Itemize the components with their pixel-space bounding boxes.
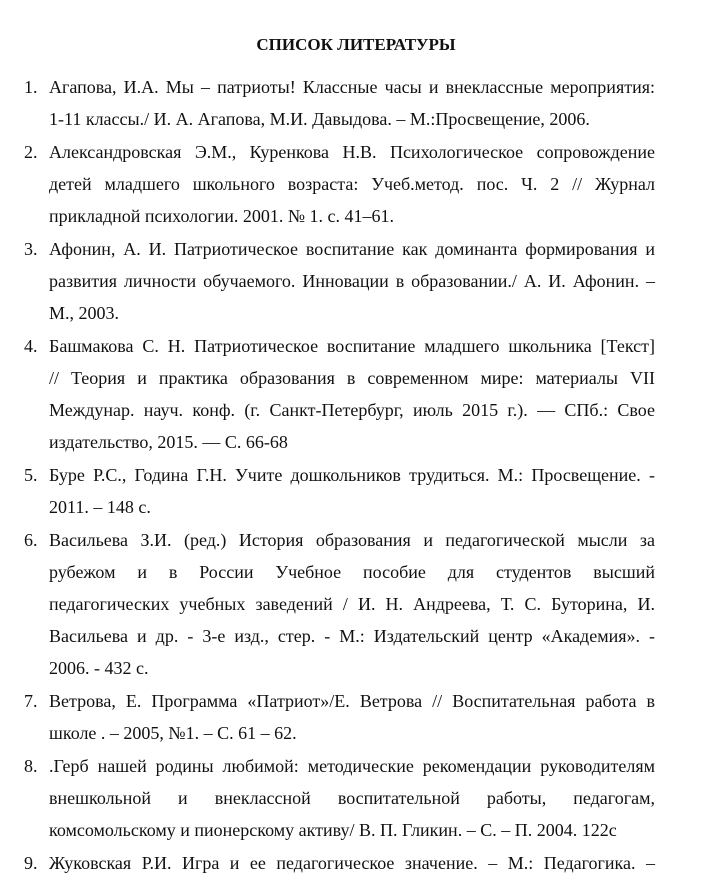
entry-text-line: 2006. - 432 с. <box>49 658 149 678</box>
entry-text-line: 2011. – 148 с. <box>49 497 151 517</box>
entry-text-line: прикладной психологии. 2001. № 1. с. 41–61. <box>49 206 395 226</box>
bibliography-entry <box>0 330 712 459</box>
entry-number: 6. <box>24 530 38 550</box>
entry-number: 5. <box>24 465 38 485</box>
entry-number: 7. <box>24 691 38 711</box>
entry-text-line: Ветрова, Е. Программа «Патриот»/Е. Ветрова // Воспитательная работа в <box>49 691 655 711</box>
entry-text-line: развития личности обучаемого. Инновации в образовании./ А. И. Афонин. – <box>49 271 655 291</box>
bibliography-entry <box>0 524 712 685</box>
bibliography-entry <box>0 71 712 136</box>
entry-text-line: Александровская Э.М., Куренкова Н.В. Психологическое сопровождение <box>49 142 655 162</box>
entry-text-line: Башмакова С. Н. Патриотическое воспитание младшего школьника [Текст] <box>49 336 655 356</box>
entry-number: 1. <box>24 77 38 97</box>
bibliography-list <box>0 71 712 880</box>
entry-text-line: Афонин, А. И. Патриотическое воспитание как доминанта формирования и <box>49 239 655 259</box>
entry-text-line: Жуковская Р.И. Игра и ее педагогическое значение. – М.: Педагогика. – <box>49 853 655 873</box>
entry-text-line: внешкольной и внеклассной воспитательной работы, педагогам, <box>49 788 655 808</box>
entry-text-line: педагогических учебных заведений / И. Н. Андреева, Т. С. Буторина, И. <box>49 594 655 614</box>
entry-number: 8. <box>24 756 38 776</box>
entry-number: 4. <box>24 336 38 356</box>
bibliography-entry <box>0 459 712 524</box>
bibliography-entry <box>0 233 712 330</box>
entry-text-line: // Теория и практика образования в современном мире: материалы VII <box>49 368 655 388</box>
entry-text-line: .Герб нашей родины любимой: методические рекомендации руководителям <box>49 756 655 776</box>
entry-text-line: детей младшего школьного возраста: Учеб.метод. пос. Ч. 2 // Журнал <box>49 174 655 194</box>
bibliography-entry <box>0 847 712 880</box>
bibliography-entry <box>0 136 712 233</box>
entry-text-line: Васильева и др. - 3-е изд., стер. - М.: Издательский центр «Академия». - <box>49 626 655 646</box>
page-title: СПИСОК ЛИТЕРАТУРЫ <box>256 35 456 54</box>
entry-text-line: М., 2003. <box>49 303 120 323</box>
entry-text-line: Агапова, И.А. Мы – патриоты! Классные часы и внеклассные мероприятия: <box>49 77 655 97</box>
entry-text-line: Буре Р.С., Година Г.Н. Учите дошкольников трудиться. М.: Просвещение. - <box>49 465 655 485</box>
entry-number: 2. <box>24 142 38 162</box>
entry-number: 9. <box>24 853 38 873</box>
entry-text-line: рубежом и в России Учебное пособие для студентов высший <box>49 562 655 582</box>
bibliography-entry <box>0 685 712 750</box>
entry-text-line: 1-11 классы./ И. А. Агапова, М.И. Давыдова. – М.:Просвещение, 2006. <box>49 109 590 129</box>
entry-text-line: издательство, 2015. — С. 66-68 <box>49 432 288 452</box>
entry-number: 3. <box>24 239 38 259</box>
entry-text-line: комсомольскому и пионерскому активу/ В. П. Гликин. – С. – П. 2004. 122с <box>49 820 617 840</box>
entry-text-line: Васильева З.И. (ред.) История образования и педагогической мысли за <box>49 530 655 550</box>
bibliography-entry <box>0 750 712 847</box>
entry-text-line: школе . – 2005, №1. – С. 61 – 62. <box>49 723 297 743</box>
entry-text-line: Междунар. науч. конф. (г. Санкт-Петербург, июль 2015 г.). — СПб.: Свое <box>49 400 655 420</box>
